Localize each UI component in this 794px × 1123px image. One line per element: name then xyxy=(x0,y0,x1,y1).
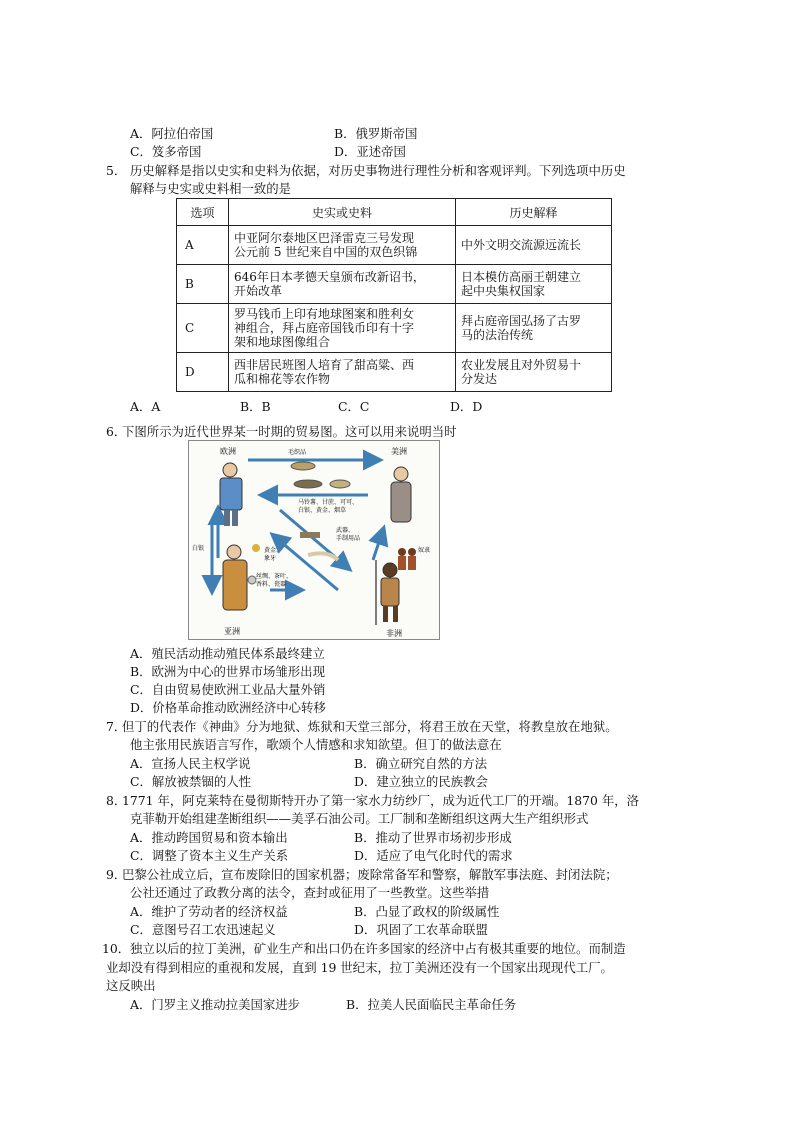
explanation-line: 中外文明交流源远流长 xyxy=(461,238,582,252)
q8-number: 8． xyxy=(106,793,127,808)
q9-stem-line2: 公社还通过了政教分离的法令，查封或征用了一些教堂。这些举措 xyxy=(130,885,490,900)
fact-line: 公元前 5 世纪来自中国的双色织锦 xyxy=(234,245,418,259)
q10-option-a: A．门罗主义推动拉美国家进步 xyxy=(130,997,301,1012)
map-label-asia-goods-2: 香料、瓷器 xyxy=(256,581,287,588)
q10-stem-line2: 业却没有得到相应的重视和发展，直到 19 世纪末，拉丁美洲还没有一个国家出现现代工厂。 xyxy=(106,960,613,975)
row-fact xyxy=(229,353,456,392)
q7-option-c: C．解放被禁锢的人性 xyxy=(130,774,251,789)
map-label-america: 美洲 xyxy=(391,447,407,456)
trade-map-figure xyxy=(188,440,440,640)
map-label-asia: 亚洲 xyxy=(224,627,240,636)
q5-answer-b: B．B xyxy=(240,399,271,414)
fact-line: 开始改革 xyxy=(234,284,283,298)
q6-option-a: A．殖民活动推动殖民体系最终建立 xyxy=(130,646,325,661)
row-option: A xyxy=(177,226,229,265)
q8-option-b: B．推动了世界市场初步形成 xyxy=(354,830,512,845)
header-explanation: 历史解释 xyxy=(456,199,612,226)
q5-answer-c: C．C xyxy=(338,399,370,414)
q5-number: 5． xyxy=(106,163,127,178)
fact-line: 西非居民班图人培育了甜高粱、西 xyxy=(234,358,415,372)
header-fact: 史实或史料 xyxy=(229,199,456,226)
q8-option-c: C．调整了资本主义生产关系 xyxy=(130,848,289,863)
row-explanation xyxy=(456,353,612,392)
map-label-asia-goods-1: 丝绸、茶叶、 xyxy=(256,573,293,580)
row-fact xyxy=(229,265,456,304)
explanation-line: 马的法治传统 xyxy=(461,328,534,342)
q9-stem-line1: 巴黎公社成立后，宣布废除旧的国家机器；废除常备军和警察，解散军事法庭、封闭法院； xyxy=(122,867,618,882)
q7-stem-line1: 但丁的代表作《神曲》分为地狱、炼狱和天堂三部分，将君王放在天堂，将教皇放在地狱。 xyxy=(122,719,618,734)
row-option: C xyxy=(177,304,229,353)
row-explanation xyxy=(456,226,612,265)
map-label-gold-ivory-1: 黄金、 xyxy=(264,547,283,554)
american-figure xyxy=(391,467,411,522)
fact-line: 瓜和棉花等农作物 xyxy=(234,372,331,386)
row-fact xyxy=(229,226,456,265)
row-option: D xyxy=(177,353,229,392)
map-label-goods-america-2: 白银、黄金、烟草 xyxy=(298,507,347,514)
row-fact xyxy=(229,304,456,353)
q10-stem-line1: 独立以后的拉丁美洲，矿业生产和出口仍在许多国家的经济中占有极其重要的地位。而制造 xyxy=(130,941,626,956)
q8-option-a: A．推动跨国贸易和资本输出 xyxy=(130,830,288,845)
map-label-europe: 欧洲 xyxy=(220,447,236,456)
q9-option-a: A．维护了劳动者的经济权益 xyxy=(130,904,288,919)
q7-stem-line2: 他主张用民族语言写作，歌颂个人情感和求知欲望。但丁的做法意在 xyxy=(130,737,502,752)
explanation-line: 日本模仿高丽王朝建立 xyxy=(461,270,582,284)
q10-stem-line3: 这反映出 xyxy=(106,978,156,993)
map-label-weapons-1: 武器、 xyxy=(336,527,355,534)
q5-answer-d: D．D xyxy=(450,399,483,414)
table-row xyxy=(177,304,612,353)
fact-line: 神组合，拜占庭帝国钱币印有十字 xyxy=(234,321,415,335)
table-row xyxy=(177,265,612,304)
q4-option-a: A．阿拉伯帝国 xyxy=(130,126,214,141)
fact-line: 罗马钱币上印有地球图案和胜利女 xyxy=(234,307,415,321)
explanation-line: 农业发展且对外贸易十 xyxy=(461,358,582,372)
map-label-woolen: 毛织品 xyxy=(288,449,307,456)
map-label-silver: 白银 xyxy=(192,545,205,552)
q7-option-a: A．宣扬人民主权学说 xyxy=(130,756,251,771)
table-row xyxy=(177,226,612,265)
q7-option-b: B．确立研究自然的方法 xyxy=(354,756,488,771)
explanation-line: 拜占庭帝国弘扬了古罗 xyxy=(461,314,582,328)
row-explanation xyxy=(456,304,612,353)
q5-answer-a: A．A xyxy=(130,399,161,414)
q9-option-c: C．意图号召工农迅速起义 xyxy=(130,922,276,937)
fact-line: 中亚阿尔泰地区巴泽雷克三号发现 xyxy=(234,231,415,245)
q4-option-d: D．亚述帝国 xyxy=(334,144,406,159)
q10-option-b: B．拉美人民面临民主革命任务 xyxy=(346,997,517,1012)
map-label-africa: 非洲 xyxy=(386,629,402,638)
explanation-line: 分发达 xyxy=(461,372,498,386)
q6-option-c: C．自由贸易使欧洲工业品大量外销 xyxy=(130,682,326,697)
fact-line: 架和地球图像组合 xyxy=(234,335,331,349)
map-label-weapons-2: 手制用品 xyxy=(336,535,361,542)
q7-number: 7． xyxy=(106,719,127,734)
q5-stem-line2: 解释与史实或史料相一致的是 xyxy=(130,181,292,196)
table-header-row xyxy=(177,199,612,226)
table-row xyxy=(177,353,612,392)
fact-line: 646年日本孝德天皇颁布改新诏书， xyxy=(234,270,425,284)
q8-stem-line1: 1771 年，阿克莱特在曼彻斯特开办了第一家水力纺纱厂，成为近代工厂的开端。1870 年，洛 xyxy=(122,793,640,808)
q6-number: 6． xyxy=(106,424,127,439)
q7-option-d: D．建立独立的民族教会 xyxy=(354,774,488,789)
q6-option-d: D．价格革命推动欧洲经济中心转移 xyxy=(130,700,326,715)
q9-number: 9． xyxy=(106,867,127,882)
map-label-slaves: 奴隶 xyxy=(418,547,431,554)
q6-stem: 下图所示为近代世界某一时期的贸易图。这可以用来说明当时 xyxy=(122,424,457,439)
q8-stem-line2: 克菲勒开始组建垄断组织——美孚石油公司。工厂制和垄断组织这两大生产组织形式 xyxy=(130,811,589,826)
map-label-gold-ivory-2: 象牙 xyxy=(264,555,277,562)
row-explanation xyxy=(456,265,612,304)
q9-option-d: D．巩固了工农革命联盟 xyxy=(354,922,488,937)
q9-option-b: B．凸显了政权的阶级属性 xyxy=(354,904,500,919)
q4-option-c: C．笈多帝国 xyxy=(130,144,202,159)
q10-number: 10． xyxy=(102,941,131,956)
q8-option-d: D．适应了电气化时代的需求 xyxy=(354,848,513,863)
q4-option-b: B．俄罗斯帝国 xyxy=(334,126,418,141)
row-option: B xyxy=(177,265,229,304)
map-label-goods-america-1: 马铃薯、甘蔗、可可、 xyxy=(298,499,359,506)
q5-stem-line1: 历史解释是指以史实和史料为依据，对历史事物进行理性分析和客观评判。下列选项中历史 xyxy=(130,163,626,178)
header-option: 选项 xyxy=(177,199,229,226)
q5-history-table xyxy=(176,198,612,392)
q6-option-b: B．欧洲为中心的世界市场雏形出现 xyxy=(130,664,325,679)
explanation-line: 起中央集权国家 xyxy=(461,284,546,298)
